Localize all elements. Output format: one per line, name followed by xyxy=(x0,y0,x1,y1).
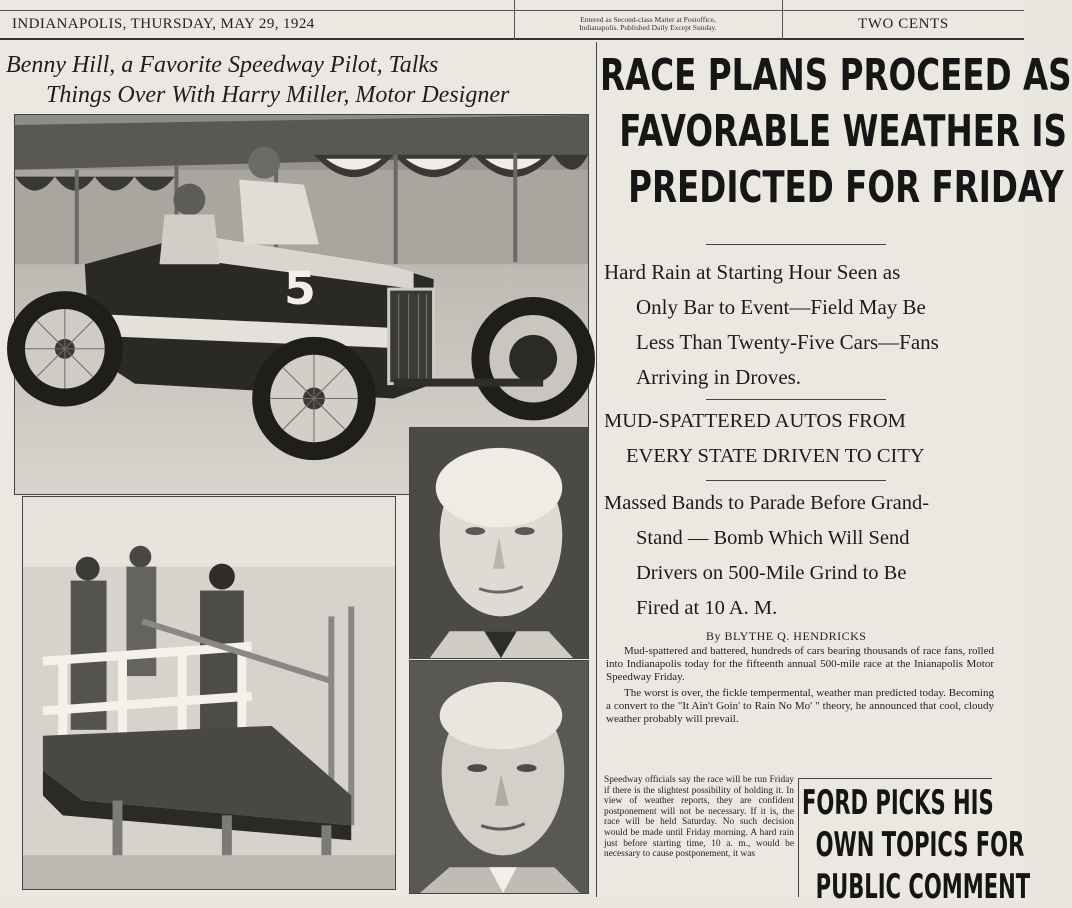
subheadline-a-line-1: Hard Rain at Starting Hour Seen as xyxy=(604,260,901,284)
side-headline-line-3: PUBLIC COMMENT xyxy=(815,867,1031,907)
masthead-divider xyxy=(782,0,783,40)
main-headline-line-2: FAVORABLE WEATHER IS xyxy=(619,106,1067,157)
dateline: INDIANAPOLIS, THURSDAY, MAY 29, 1924 xyxy=(12,16,315,32)
subheadline-a-line-2: Only Bar to Event—Field May Be xyxy=(636,295,926,319)
subheadline-c xyxy=(604,486,929,626)
article-body xyxy=(606,645,994,729)
article-paragraph: The worst is over, the fickle tempermental, weather man predicted today. Becoming a convert to the "It Ain't Goin' to Rain No Mo' " theory, he announced that cool, cloudy weather probably will prevail. xyxy=(606,687,994,725)
portrait-photo-benny-hill xyxy=(409,427,589,659)
portrait-photo-harry-miller xyxy=(409,660,589,894)
masthead xyxy=(0,0,1024,40)
subheadline-a-line-3: Less Than Twenty-Five Cars—Fans xyxy=(636,330,939,354)
byline: By BLYTHE Q. HENDRICKS xyxy=(706,629,867,643)
judges-stand-photo xyxy=(22,496,396,890)
subheadline-c-line-1: Massed Bands to Parade Before Grand- xyxy=(604,492,930,514)
subheadline-c-line-4: Fired at 10 A. M. xyxy=(636,597,778,619)
masthead-top-rule xyxy=(0,10,1024,11)
main-headline-line-1: RACE PLANS PROCEED AS xyxy=(600,50,1072,101)
postal-entry-line-1: Entered as Second-class Matter at Postoffice, xyxy=(580,15,716,24)
car-number: 5 xyxy=(284,261,316,315)
subheadline-a xyxy=(604,255,939,395)
side-story-headline xyxy=(802,782,1031,908)
side-headline-line-2: OWN TOPICS FOR xyxy=(815,825,1025,865)
article-paragraph: Mud-spattered and battered, hundreds of cars bearing thousands of race fans, rolled into Indianapolis today for the fifteenth annual 500-mile race at the Inianapolis Motor Speedway Friday. xyxy=(606,645,994,683)
subheadline-a-line-4: Arriving in Droves. xyxy=(636,365,802,389)
photo-caption-line-2: Things Over With Harry Miller, Motor Designer xyxy=(46,82,510,108)
deck-rule xyxy=(706,480,886,481)
subheadline-c-line-2: Stand — Bomb Which Will Send xyxy=(636,527,910,549)
subheadline-b-line-2: EVERY STATE DRIVEN TO CITY xyxy=(626,445,925,467)
side-headline-line-1: FORD PICKS HIS xyxy=(802,783,994,823)
main-headline xyxy=(600,48,1072,216)
postal-entry-line-2: Indianapolis. Published Daily Except Sunday. xyxy=(579,23,717,32)
column-rule xyxy=(596,42,597,897)
masthead-divider xyxy=(514,0,515,40)
headline-rule xyxy=(706,244,886,245)
subheadline-b xyxy=(604,404,925,474)
price: TWO CENTS xyxy=(858,16,949,32)
postal-entry-notice xyxy=(518,16,778,32)
photo-caption xyxy=(6,50,596,110)
subheadline-c-line-3: Drivers on 500-Mile Grind to Be xyxy=(636,562,907,584)
subheadline-b-line-1: MUD-SPATTERED AUTOS FROM xyxy=(604,410,906,432)
deck-rule xyxy=(706,399,886,400)
main-headline-line-3: PREDICTED FOR FRIDAY xyxy=(628,162,1064,213)
article-narrow-column: Speedway officials say the race will be run Friday if there is the slightest possibility of holding it. In view of weather reports, they are confident postponement will not be necessary. If it is, the race will be held Saturday. No such decision would be made until Friday morning. A hard rain just before starting time, 10 a. m., would be necessary to cause postponement, it was xyxy=(604,775,794,860)
photo-caption-line-1: Benny Hill, a Favorite Speedway Pilot, Talks xyxy=(6,52,439,78)
